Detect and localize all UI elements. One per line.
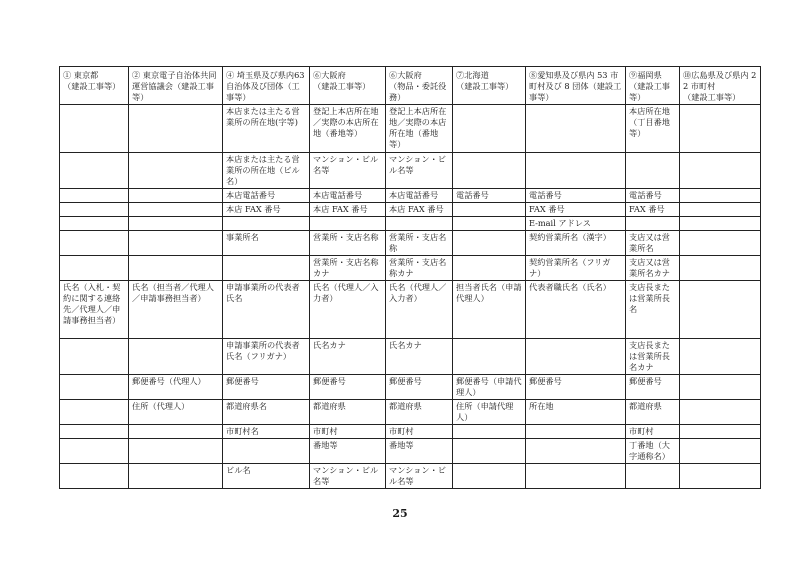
- table-cell: 代表者職氏名（氏名）: [526, 281, 626, 339]
- table-cell: 氏名カナ: [310, 339, 386, 375]
- table-cell: FAX 番号: [626, 203, 680, 217]
- table-cell: 営業所・支店名称: [386, 231, 453, 256]
- table-cell: [129, 231, 223, 256]
- table-cell: [60, 217, 129, 231]
- table-row: [60, 400, 761, 425]
- table-cell: [680, 217, 761, 231]
- table-cell: 都道府県: [310, 400, 386, 425]
- table-cell: 氏名（代理人／入力者）: [310, 281, 386, 339]
- comparison-table: [59, 66, 761, 489]
- table-cell: 営業所・支店名称カナ: [310, 256, 386, 281]
- column-header: ⑥大阪府 （物品・委託役務）: [386, 67, 453, 105]
- table-row: [60, 464, 761, 489]
- table-cell: E-mail アドレス: [526, 217, 626, 231]
- table-cell: [453, 105, 526, 153]
- table-cell: 都道府県名: [223, 400, 310, 425]
- table-cell: [680, 464, 761, 489]
- table-cell: 郵便番号（代理人）: [129, 375, 223, 400]
- table-cell: 住所（申請代理人）: [453, 400, 526, 425]
- table-row: [60, 217, 761, 231]
- column-header: ⑥大阪府 （建設工事等）: [310, 67, 386, 105]
- table-cell: 郵便番号（申請代理人）: [453, 375, 526, 400]
- table-cell: [60, 464, 129, 489]
- page-number: 25: [392, 507, 408, 520]
- table-cell: 市町村: [626, 425, 680, 439]
- table-cell: [60, 439, 129, 464]
- table-cell: 丁番地（大字通称名）: [626, 439, 680, 464]
- table-cell: 氏名カナ: [386, 339, 453, 375]
- table-cell: 市町村名: [223, 425, 310, 439]
- table-cell: 申請事業所の代表者氏名（フリガナ）: [223, 339, 310, 375]
- table-cell: [223, 439, 310, 464]
- table-cell: 本店電話番号: [223, 189, 310, 203]
- table-cell: [129, 339, 223, 375]
- table-row: [60, 256, 761, 281]
- table-cell: [386, 217, 453, 231]
- table-cell: [129, 105, 223, 153]
- table-cell: [129, 425, 223, 439]
- table-cell: [129, 153, 223, 189]
- table-cell: [680, 400, 761, 425]
- table-row: [60, 189, 761, 203]
- table-cell: 電話番号: [526, 189, 626, 203]
- table-cell: 氏名（入札・契約に関する連絡先／代理人／申請事務担当者）: [60, 281, 129, 339]
- table-cell: [60, 153, 129, 189]
- column-header: ① 東京都 （建設工事等）: [60, 67, 129, 105]
- table-row: [60, 339, 761, 375]
- column-header: ⑦北海道 （建設工事等）: [453, 67, 526, 105]
- table-cell: マンション・ビル名等: [386, 464, 453, 489]
- table-cell: [453, 425, 526, 439]
- table-cell: 市町村: [310, 425, 386, 439]
- table-cell: [453, 231, 526, 256]
- table-cell: 電話番号: [453, 189, 526, 203]
- table-cell: [680, 425, 761, 439]
- table-cell: [526, 105, 626, 153]
- table-cell: 本店所在地 （丁目番地等）: [626, 105, 680, 153]
- table-row: [60, 203, 761, 217]
- table-cell: [453, 439, 526, 464]
- table-cell: [453, 256, 526, 281]
- table-body: [60, 67, 761, 489]
- table-cell: [60, 375, 129, 400]
- table-cell: [453, 464, 526, 489]
- table-cell: 契約営業所名（フリガナ）: [526, 256, 626, 281]
- table-cell: 本店 FAX 番号: [223, 203, 310, 217]
- table-cell: [526, 464, 626, 489]
- table-cell: [680, 153, 761, 189]
- table-cell: [129, 217, 223, 231]
- table-row: [60, 153, 761, 189]
- table-cell: [60, 231, 129, 256]
- table-row: [60, 425, 761, 439]
- table-cell: 契約営業所名（漢字）: [526, 231, 626, 256]
- table-cell: 支店又は営業所名: [626, 231, 680, 256]
- table-cell: マンション・ビル名等: [386, 153, 453, 189]
- column-header: ⑧愛知県及び県内 53 市町村及び 8 団体（建設工事等）: [526, 67, 626, 105]
- table-cell: [129, 439, 223, 464]
- table-cell: マンション・ビル名等: [310, 153, 386, 189]
- column-header: ⑨福岡県 （建設工事等）: [626, 67, 680, 105]
- table-cell: 営業所・支店名称カナ: [386, 256, 453, 281]
- table-cell: 市町村: [386, 425, 453, 439]
- table-cell: [129, 256, 223, 281]
- table-cell: 支店長または営業所長名カナ: [626, 339, 680, 375]
- table-cell: 郵便番号: [386, 375, 453, 400]
- table-cell: 支店長または営業所長名: [626, 281, 680, 339]
- table-cell: [60, 105, 129, 153]
- table-cell: 登記上本店所在地／実際の本店所在地（番地等）: [386, 105, 453, 153]
- table-cell: [60, 189, 129, 203]
- table-cell: 番地等: [310, 439, 386, 464]
- table-cell: [680, 281, 761, 339]
- table-cell: FAX 番号: [526, 203, 626, 217]
- table-cell: [60, 339, 129, 375]
- table-cell: 本店電話番号: [310, 189, 386, 203]
- table-row: [60, 439, 761, 464]
- table-cell: [526, 153, 626, 189]
- table-cell: [526, 425, 626, 439]
- table-cell: 事業所名: [223, 231, 310, 256]
- table-cell: 本店 FAX 番号: [386, 203, 453, 217]
- table-cell: [680, 231, 761, 256]
- table-cell: 本店または主たる営業所の所在地(字等): [223, 105, 310, 153]
- table-cell: 氏名（担当者／代理人／申請事務担当者）: [129, 281, 223, 339]
- table-cell: [680, 375, 761, 400]
- column-header: ④ 埼玉県及び県内63 自治体及び団体（工事等）: [223, 67, 310, 105]
- table-cell: [453, 217, 526, 231]
- table-cell: 電話番号: [626, 189, 680, 203]
- table-cell: [680, 189, 761, 203]
- table-cell: 住所（代理人）: [129, 400, 223, 425]
- table-row: [60, 375, 761, 400]
- table-cell: [626, 153, 680, 189]
- table-cell: 郵便番号: [223, 375, 310, 400]
- table-cell: [129, 464, 223, 489]
- table-cell: [60, 400, 129, 425]
- table-cell: 営業所・支店名称: [310, 231, 386, 256]
- table-cell: 登記上本店所在地／実際の本店所在地（番地等）: [310, 105, 386, 153]
- table-cell: [60, 425, 129, 439]
- table-cell: 郵便番号: [310, 375, 386, 400]
- table-cell: [129, 203, 223, 217]
- table-cell: [310, 217, 386, 231]
- table-cell: [626, 217, 680, 231]
- table-cell: 氏名（代理人／入力者）: [386, 281, 453, 339]
- table-cell: 申請事業所の代表者氏名: [223, 281, 310, 339]
- table-cell: [526, 439, 626, 464]
- table-cell: 郵便番号: [526, 375, 626, 400]
- table-cell: [680, 105, 761, 153]
- table-row: [60, 105, 761, 153]
- table-cell: 郵便番号: [626, 375, 680, 400]
- table-cell: [453, 203, 526, 217]
- table-cell: 支店又は営業所名カナ: [626, 256, 680, 281]
- table-cell: [129, 189, 223, 203]
- table-cell: [453, 153, 526, 189]
- table-cell: [680, 339, 761, 375]
- table-cell: 所在地: [526, 400, 626, 425]
- table-row: [60, 281, 761, 339]
- table-cell: 本店 FAX 番号: [310, 203, 386, 217]
- column-header: ② 東京電子自治体共同運営協議会（建設工事等）: [129, 67, 223, 105]
- table-cell: [680, 439, 761, 464]
- table-row: [60, 231, 761, 256]
- table-cell: 本店または主たる営業所の所在地（ビル名）: [223, 153, 310, 189]
- table-cell: 担当者氏名（申請代理人）: [453, 281, 526, 339]
- table-cell: [680, 203, 761, 217]
- table-cell: [60, 256, 129, 281]
- table-cell: [453, 339, 526, 375]
- table-cell: [526, 339, 626, 375]
- column-header: ⑩広島県及び県内 22 市町村 （建設工事等）: [680, 67, 761, 105]
- table-cell: [223, 217, 310, 231]
- table-cell: ビル名: [223, 464, 310, 489]
- table-cell: [223, 256, 310, 281]
- table-cell: [60, 203, 129, 217]
- table-cell: [626, 464, 680, 489]
- table-cell: 本店電話番号: [386, 189, 453, 203]
- header-row: [60, 67, 761, 105]
- table-cell: 都道府県: [626, 400, 680, 425]
- table-cell: 都道府県: [386, 400, 453, 425]
- table-cell: 番地等: [386, 439, 453, 464]
- table-cell: [680, 256, 761, 281]
- table-cell: マンション・ビル名等: [310, 464, 386, 489]
